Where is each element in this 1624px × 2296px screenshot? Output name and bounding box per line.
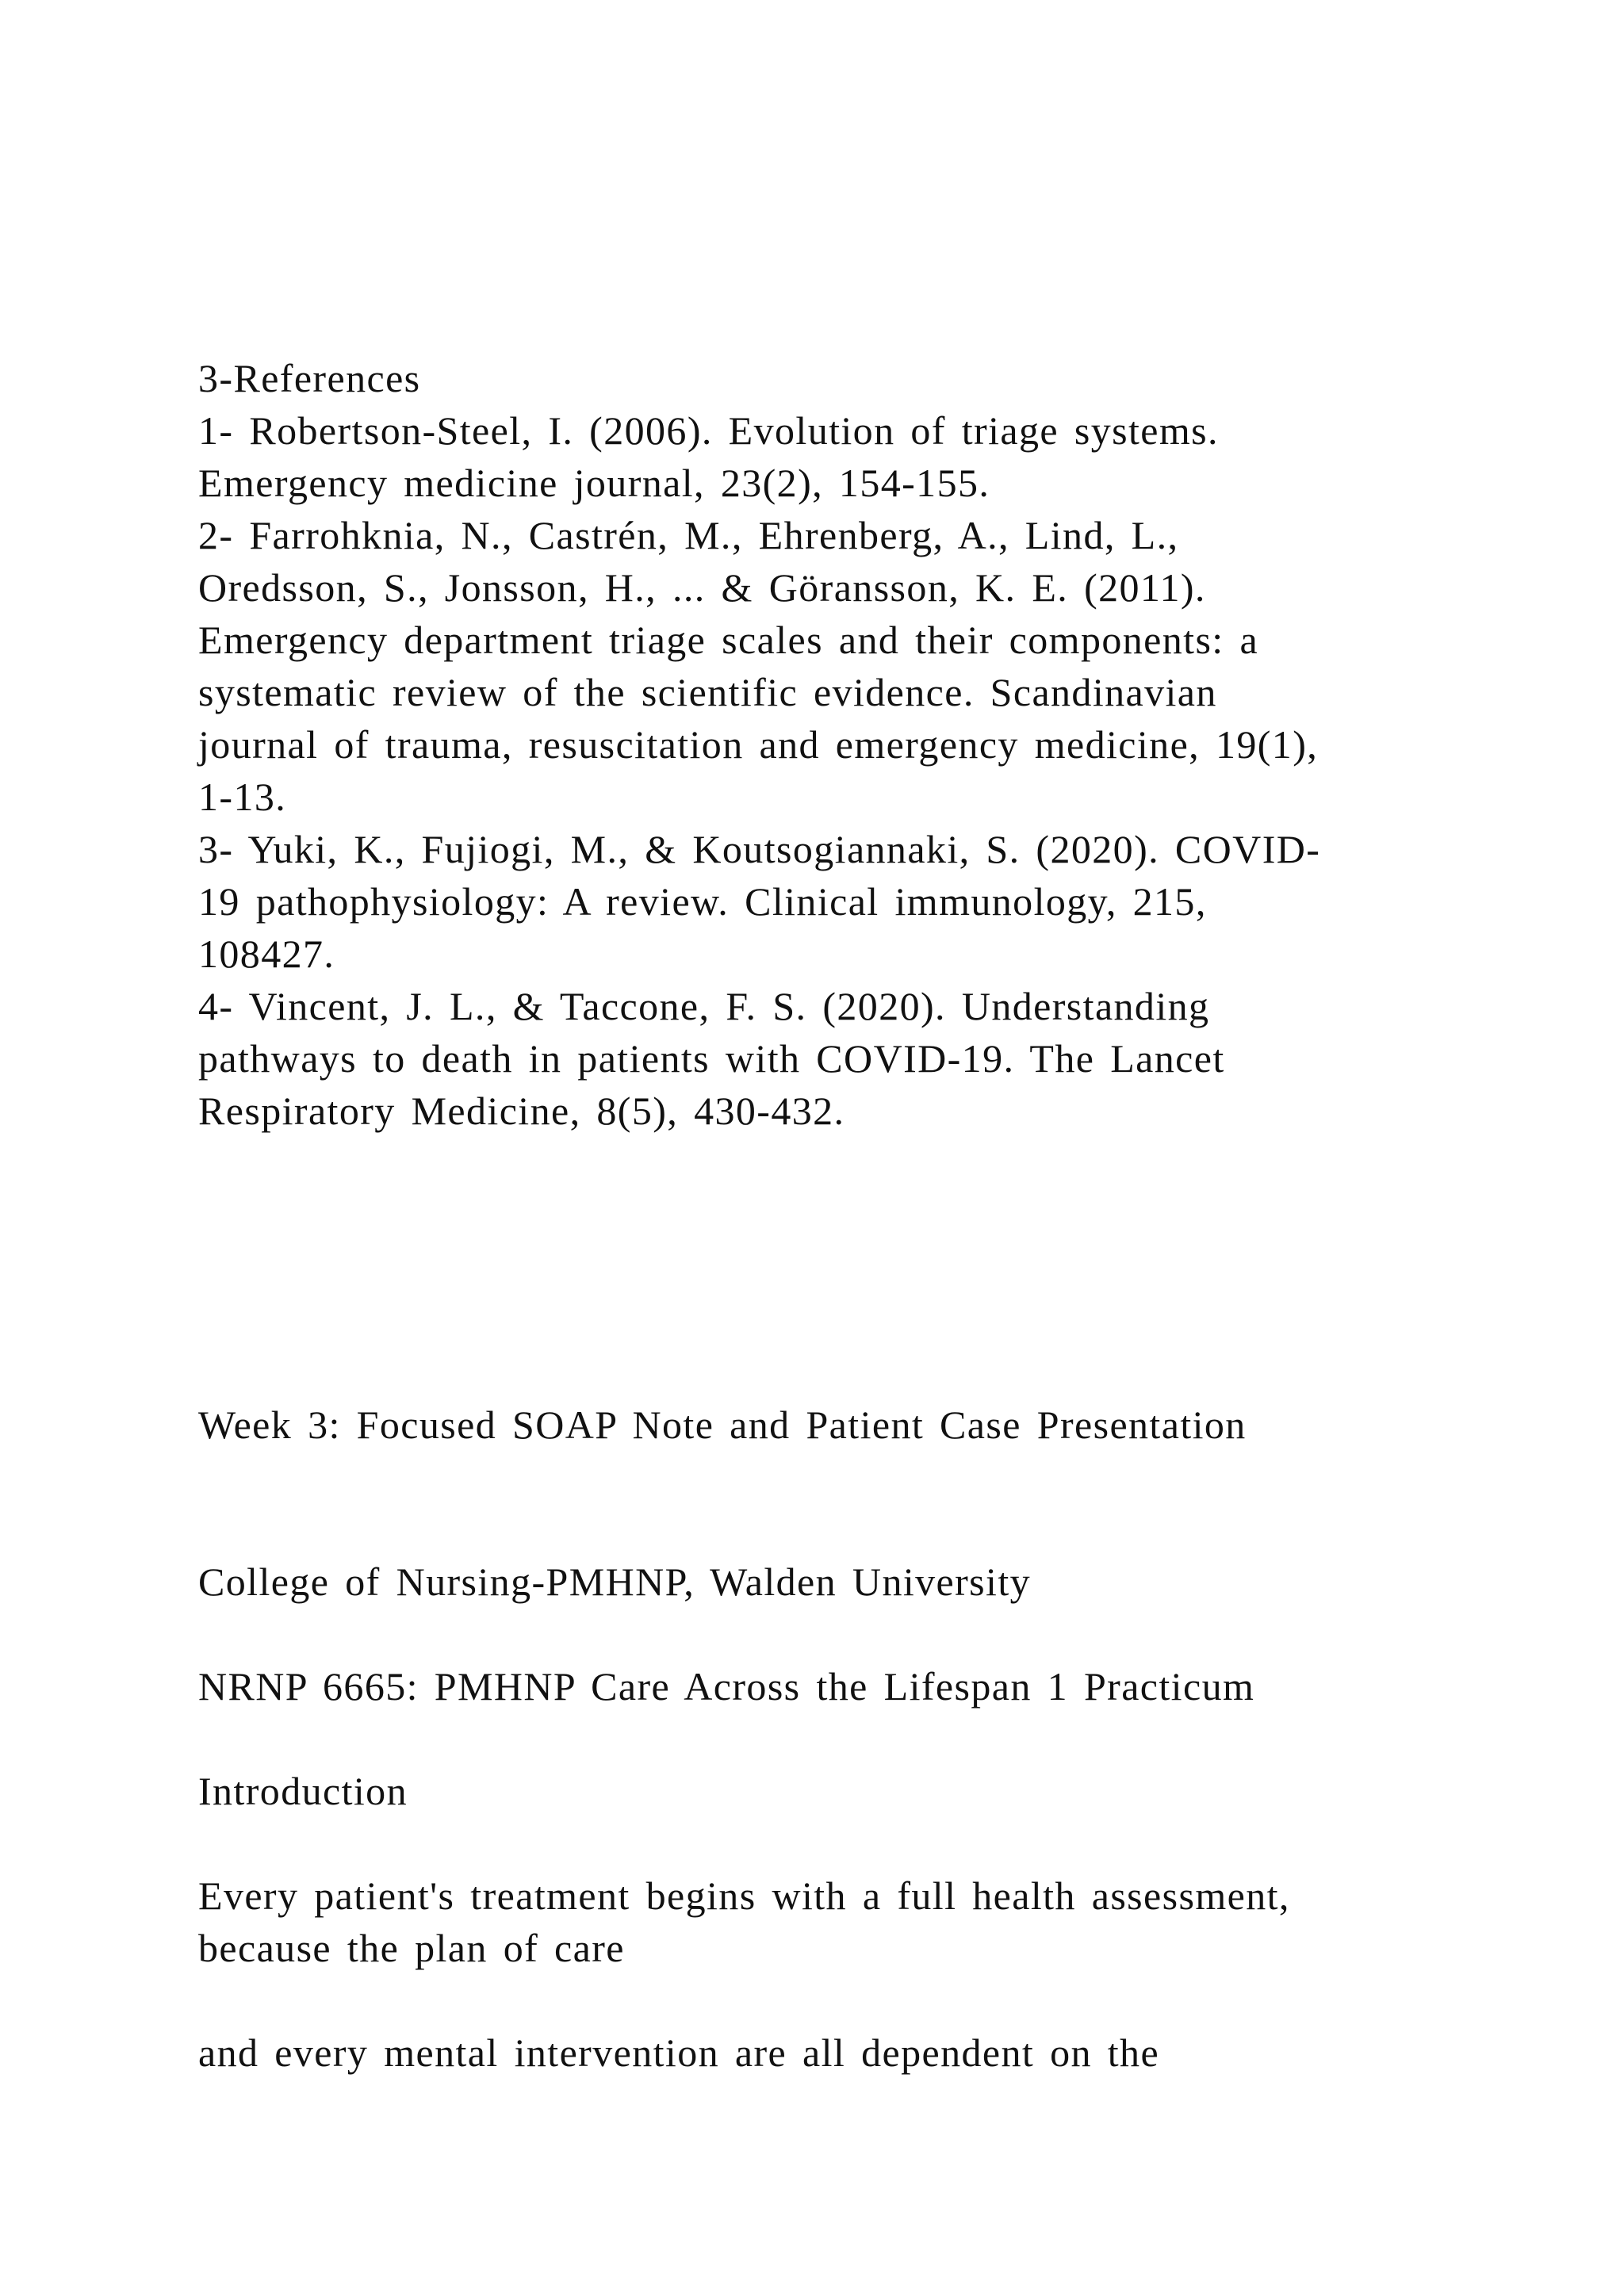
reference-line: Emergency department triage scales and their components: a xyxy=(198,618,1259,662)
body-line: because the plan of care xyxy=(198,1926,625,1970)
body-line: and every mental intervention are all dependent on the xyxy=(198,2030,1160,2075)
affiliation: College of Nursing-PMHNP, Walden University xyxy=(198,1559,1032,1604)
reference-line: Respiratory Medicine, 8(5), 430-432. xyxy=(198,1089,845,1133)
reference-line: 1-13. xyxy=(198,775,287,819)
body-line: Every patient's treatment begins with a full health assessment, xyxy=(198,1873,1290,1918)
reference-line: systematic review of the scientific evidence. Scandinavian xyxy=(198,670,1217,714)
document-title: Week 3: Focused SOAP Note and Patient Case Presentation xyxy=(198,1402,1247,1447)
reference-line: 3- Yuki, K., Fujiogi, M., & Koutsogiannaki, S. (2020). COVID- xyxy=(198,827,1321,871)
reference-line: Oredsson, S., Jonsson, H., ... & Göransson, K. E. (2011). xyxy=(198,565,1206,610)
reference-line: 108427. xyxy=(198,932,335,976)
reference-line: Emergency medicine journal, 23(2), 154-155. xyxy=(198,461,990,505)
reference-line: 4- Vincent, J. L., & Taccone, F. S. (2020). Understanding xyxy=(198,984,1210,1028)
reference-line: 2- Farrohknia, N., Castrén, M., Ehrenberg, A., Lind, L., xyxy=(198,513,1179,557)
reference-line: journal of trauma, resuscitation and emergency medicine, 19(1), xyxy=(198,722,1319,767)
references-heading: 3-References xyxy=(198,356,421,400)
section-heading-introduction: Introduction xyxy=(198,1769,408,1813)
reference-line: 19 pathophysiology: A review. Clinical immunology, 215, xyxy=(198,879,1207,924)
course-line: NRNP 6665: PMHNP Care Across the Lifespan 1 Practicum xyxy=(198,1664,1255,1709)
reference-line: pathways to death in patients with COVID-19. The Lancet xyxy=(198,1036,1225,1081)
reference-line: 1- Robertson-Steel, I. (2006). Evolution of triage systems. xyxy=(198,408,1219,453)
